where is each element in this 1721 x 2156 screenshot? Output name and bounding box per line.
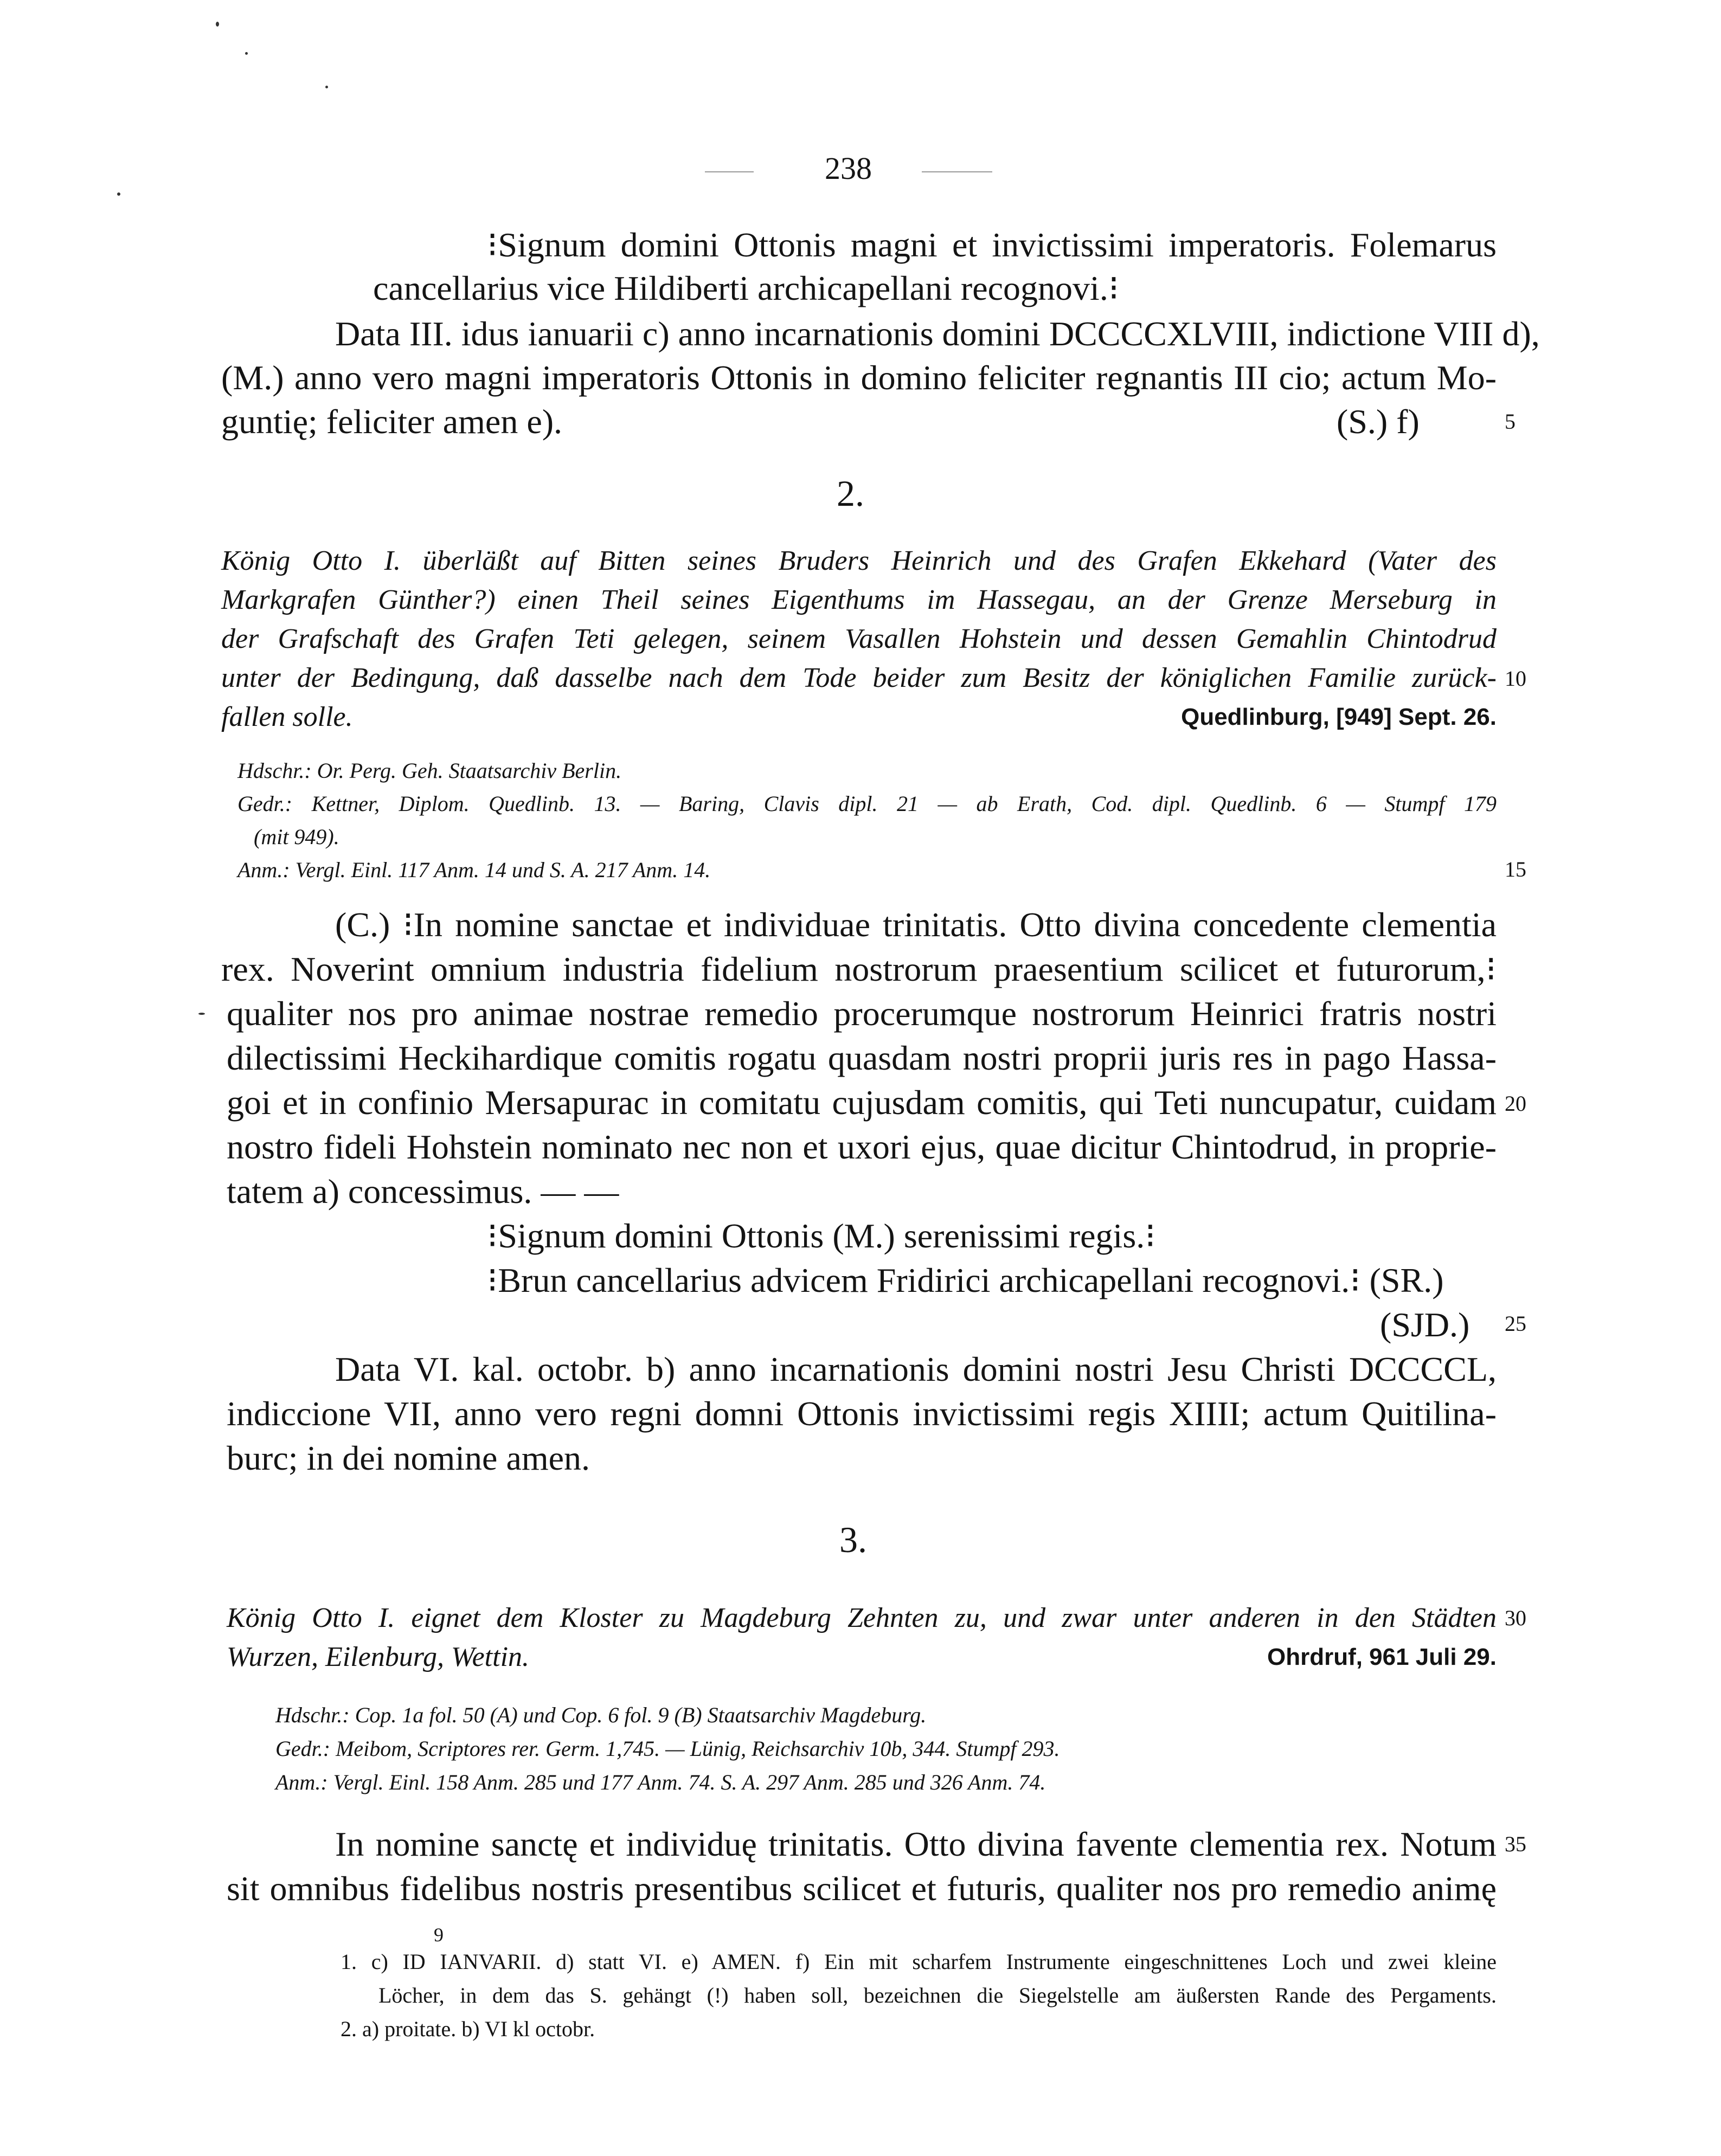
body-line: burc; in dei nomine amen. xyxy=(227,1439,590,1477)
section-number: 3. xyxy=(839,1519,867,1560)
regest-line: König Otto I. überläßt auf Bitten seines Bruders Heinrich und des Grafen Ekkehard (Vater des xyxy=(221,545,1497,576)
place-date: Quedlinburg, [949] Sept. 26. xyxy=(1181,704,1497,730)
source-line: Hdschr.: Or. Perg. Geh. Staatsarchiv Berlin. xyxy=(237,758,622,783)
regest-line xyxy=(227,1638,1497,1676)
source-line: Anm.: Vergl. Einl. 117 Anm. 14 und S. A. 217 Anm. 14. xyxy=(237,858,711,882)
body-line: ⁝Signum domini Ottonis magni et invictissimi imperatoris. Folemarus xyxy=(487,226,1497,264)
body-line: (M.) anno vero magni imperatoris Ottonis in domino feliciter regnantis III cio; actum Mo- xyxy=(221,358,1497,397)
footnote-line: Löcher, in dem das S. gehängt (!) haben soll, bezeichnen die Siegelstelle am äußersten Rande des Pergaments. xyxy=(378,1983,1497,2007)
body-line: indiccione VII, anno vero regni domni Ottonis invictissimi regis XIIII; actum Quitilina- xyxy=(227,1394,1497,1433)
body-line: Data III. idus ianuarii c) anno incarnationis domini DCCCCXLVIII, indictione VIII d), xyxy=(335,314,1540,353)
source-line: Hdschr.: Cop. 1a fol. 50 (A) und Cop. 6 fol. 9 (B) Staatsarchiv Magdeburg. xyxy=(275,1703,927,1727)
seal-mark: (S.) f) xyxy=(1337,402,1420,441)
regest-line: unter der Bedingung, daß dasselbe nach dem Tode beider zum Besitz der königlichen Familie zurück- xyxy=(221,662,1497,693)
source-line: Anm.: Vergl. Einl. 158 Anm. 285 und 177 Anm. 74. S. A. 297 Anm. 285 und 326 Anm. 74. xyxy=(275,1770,1046,1794)
footnote-line: 2. a) proitate. b) VI kl octobr. xyxy=(341,2017,595,2041)
line-number: 35 xyxy=(1505,1832,1526,1856)
footnote-line: 1. c) ID IANVARII. d) statt VI. e) AMEN. f) Ein mit scharfem Instrumente eingeschnittenes Loch und zwei kleine xyxy=(341,1949,1497,1974)
body-line: rex. Noverint omnium industria fidelium nostrorum praesentium scilicet et futurorum,⁝ xyxy=(221,950,1497,988)
body-line: tatem a) concessimus. — — xyxy=(227,1172,619,1211)
body-line: dilectissimi Heckihardique comitis rogatu quasdam nostri proprii juris res in pago Hassa- xyxy=(227,1039,1497,1077)
regest-line-text: Wurzen, Eilenburg, Wettin. xyxy=(227,1642,530,1672)
header-rule-right xyxy=(922,171,992,172)
scan-speck xyxy=(325,86,328,88)
body-line: Data VI. kal. octobr. b) anno incarnationis domini nostri Jesu Christi DCCCCL, xyxy=(335,1350,1497,1388)
body-line: goi et in confinio Mersapurac in comitatu cujusdam comitis, qui Teti nuncupatur, cuidam xyxy=(227,1083,1497,1122)
signature-mark: 9 xyxy=(434,1924,444,1946)
regest-line: der Grafschaft des Grafen Teti gelegen, seinem Vasallen Hohstein und dessen Gemahlin Chintodrud xyxy=(221,623,1497,654)
body-line: In nomine sanctę et individuę trinitatis. Otto divina favente clementia rex. Notum xyxy=(335,1825,1497,1863)
body-line: sit omnibus fidelibus nostris presentibus scilicet et futuris, qualiter nos pro remedio animę xyxy=(227,1869,1497,1908)
section-number: 2. xyxy=(837,473,864,514)
line-number: 30 xyxy=(1505,1606,1526,1630)
body-line: cancellarius vice Hildiberti archicapellani recognovi.⁝ xyxy=(373,269,1120,307)
line-number: 10 xyxy=(1505,666,1526,691)
scan-speck xyxy=(198,1013,205,1015)
regest-line: König Otto I. eignet dem Kloster zu Magdeburg Zehnten zu, und zwar unter anderen in den Städten xyxy=(227,1602,1497,1633)
regest-line: Markgrafen Günther?) einen Theil seines Eigenthums im Hassegau, an der Grenze Merseburg in xyxy=(221,584,1497,615)
signum-line: ⁝Signum domini Ottonis (M.) serenissimi regis.⁝ xyxy=(487,1217,1156,1255)
body-line: guntię; feliciter amen e). xyxy=(221,402,563,441)
body-line: nostro fideli Hohstein nominato nec non et uxori ejus, quae dicitur Chintodrud, in proprie- xyxy=(227,1128,1497,1166)
regest-line xyxy=(221,698,1497,736)
scan-speck xyxy=(245,52,248,55)
place-date: Ohrdruf, 961 Juli 29. xyxy=(1267,1644,1497,1670)
seal-mark: (SJD.) xyxy=(1380,1305,1470,1344)
source-line: Gedr.: Meibom, Scriptores rer. Germ. 1,745. — Lünig, Reichsarchiv 10b, 344. Stumpf 293. xyxy=(275,1736,1060,1761)
line-number: 15 xyxy=(1505,857,1526,881)
header-rule-left xyxy=(705,171,754,172)
line-number: 5 xyxy=(1505,409,1515,434)
line-number: 25 xyxy=(1505,1311,1526,1336)
scan-speck xyxy=(117,192,120,196)
regest-line-text: fallen solle. xyxy=(221,701,353,732)
page-number: 238 xyxy=(825,151,872,186)
scan-speck xyxy=(216,22,219,27)
source-line: Gedr.: Kettner, Diplom. Quedlinb. 13. — Baring, Clavis dipl. 21 — ab Erath, Cod. dipl. Quedlinb. 6 — Stumpf 179 xyxy=(237,791,1497,816)
body-line: (C.) ⁝In nomine sanctae et individuae trinitatis. Otto divina concedente clementia xyxy=(335,905,1497,944)
source-line: (mit 949). xyxy=(254,825,339,849)
line-number: 20 xyxy=(1505,1091,1526,1116)
recognition-line: ⁝Brun cancellarius advicem Fridirici archicapellani recognovi.⁝ (SR.) xyxy=(487,1261,1444,1299)
body-line: qualiter nos pro animae nostrae remedio procerumque nostrorum Heinrici fratris nostri xyxy=(227,994,1497,1033)
